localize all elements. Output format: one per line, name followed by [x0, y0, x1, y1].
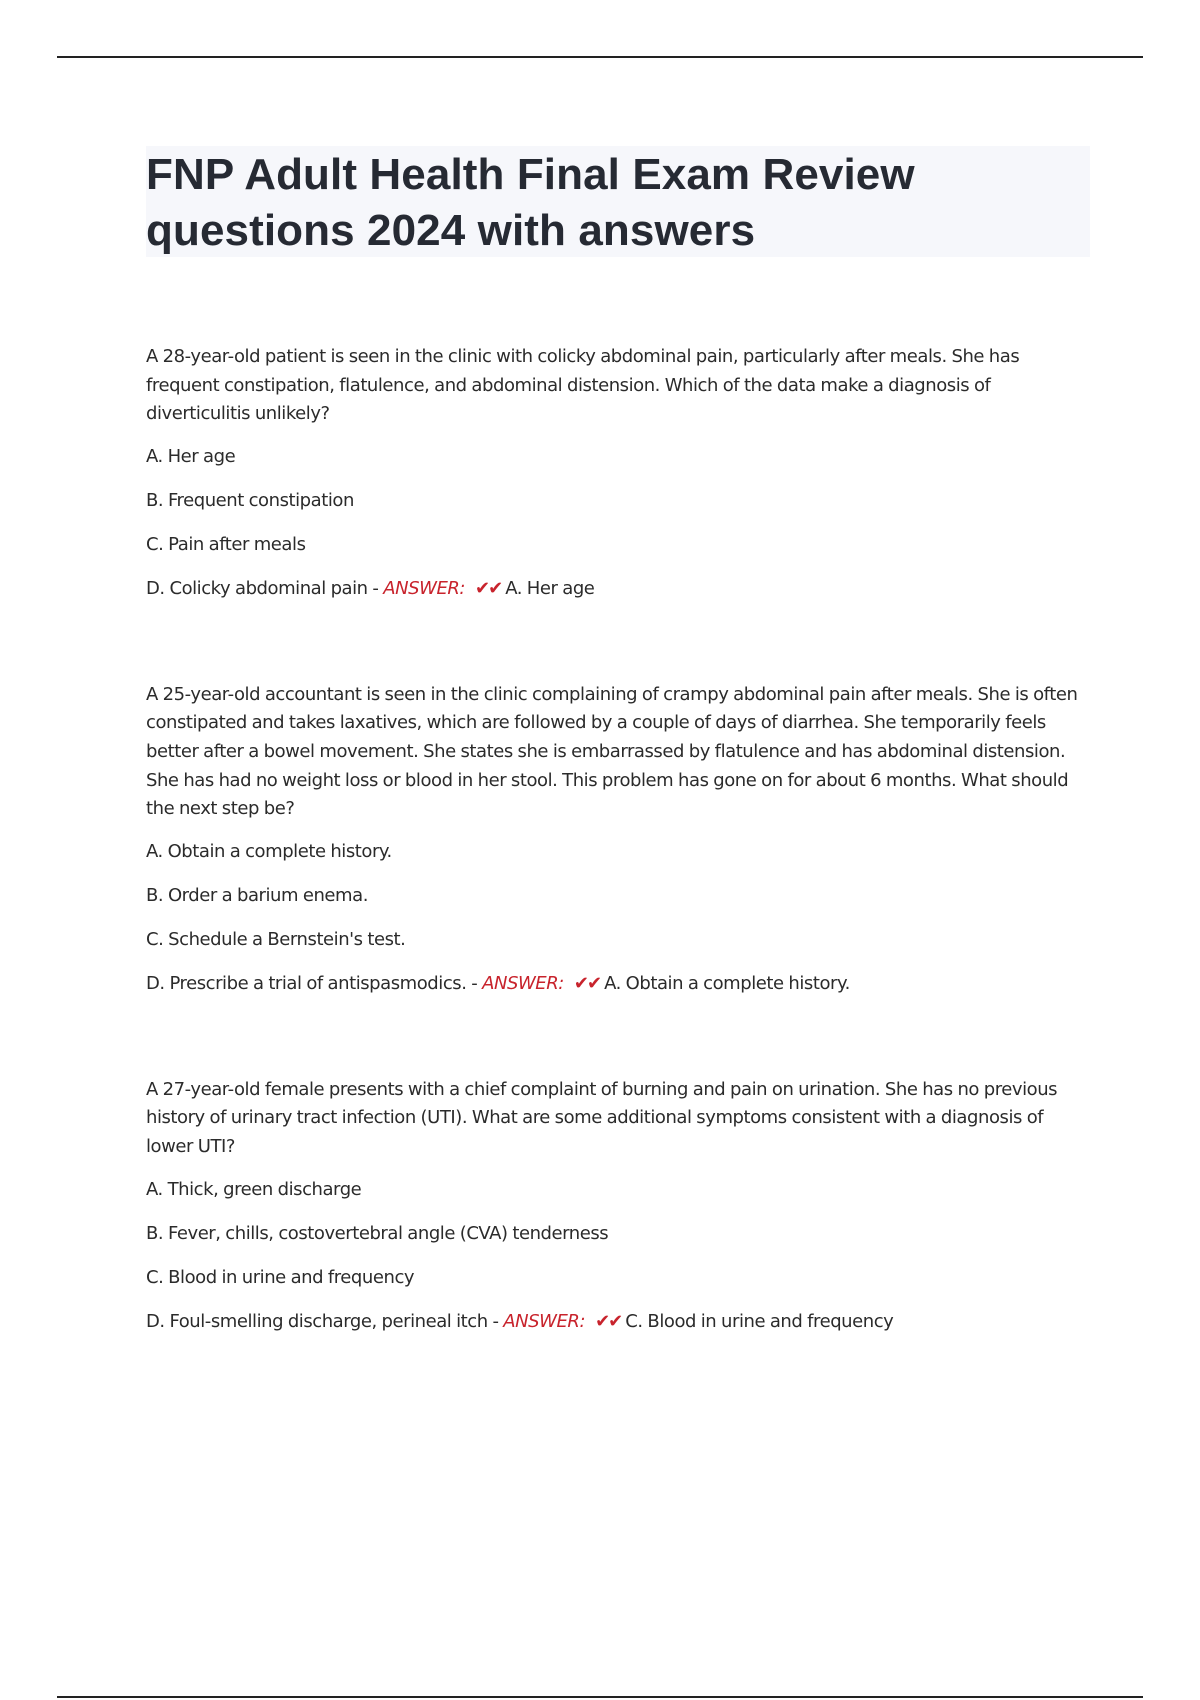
question-2 [146, 681, 1090, 999]
answer-text: A. Her age [505, 577, 595, 599]
question-3 [146, 1076, 1090, 1337]
option-c: C. Pain after meals [146, 533, 306, 555]
double-check-icon: ✔✔ [573, 972, 601, 994]
bottom-rule [57, 1696, 1143, 1698]
option-a: A. Obtain a complete history. [146, 840, 392, 862]
option-d-with-answer [146, 1307, 1090, 1337]
question-stem: A 27-year-old female presents with a chief complaint of burning and pain on urination. She has no previous history of urinary tract infection (UTI). What are some additional symptoms consistent with a diagnosis of lower UTI? [146, 1078, 1058, 1157]
question-stem: A 25-year-old accountant is seen in the clinic complaining of crampy abdominal pain after meals. She is often constipated and takes laxatives, which are followed by a couple of days of diarrhea. She temporarily feels better after a bowel movement. She states she is embarrassed by flatulence and has abdominal distension. She has had no weight loss or blood in her stool. This problem has gone on for about 6 months. What should the next step be? [146, 683, 1078, 820]
option-d-with-answer [146, 969, 1090, 999]
question-stem: A 28-year-old patient is seen in the clinic with colicky abdominal pain, particularly after meals. She has frequent constipation, flatulence, and abdominal distension. Which of the data make a diagnosis of diverticulitis unlikely? [146, 346, 1020, 425]
double-check-icon: ✔✔ [595, 1310, 622, 1332]
option-a: A. Thick, green discharge [146, 1178, 362, 1200]
option-b: B. Order a barium enema. [146, 884, 368, 906]
option-d-with-answer [146, 574, 1090, 604]
question-1 [146, 343, 1090, 604]
double-check-icon: ✔✔ [475, 577, 502, 599]
top-rule [57, 56, 1143, 58]
title-banner [146, 146, 1090, 257]
option-b: B. Fever, chills, costovertebral angle (CVA) tenderness [146, 1222, 609, 1244]
page-title: FNP Adult Health Final Exam Review questions 2024 with answers [146, 150, 915, 255]
option-c: C. Schedule a Bernstein's test. [146, 928, 406, 950]
answer-text: A. Obtain a complete history. [604, 972, 850, 994]
option-b: B. Frequent constipation [146, 489, 354, 511]
option-d: D. Foul-smelling discharge, perineal itch - [146, 1310, 499, 1332]
option-d: D. Prescribe a trial of antispasmodics. - [146, 972, 478, 994]
option-a: A. Her age [146, 445, 236, 467]
answer-label: ANSWER: [383, 577, 466, 599]
questions-list [146, 343, 1090, 1337]
answer-label: ANSWER: [503, 1310, 586, 1332]
answer-label: ANSWER: [482, 972, 564, 994]
option-c: C. Blood in urine and frequency [146, 1266, 415, 1288]
option-d: D. Colicky abdominal pain - [146, 577, 379, 599]
answer-text: C. Blood in urine and frequency [625, 1310, 894, 1332]
